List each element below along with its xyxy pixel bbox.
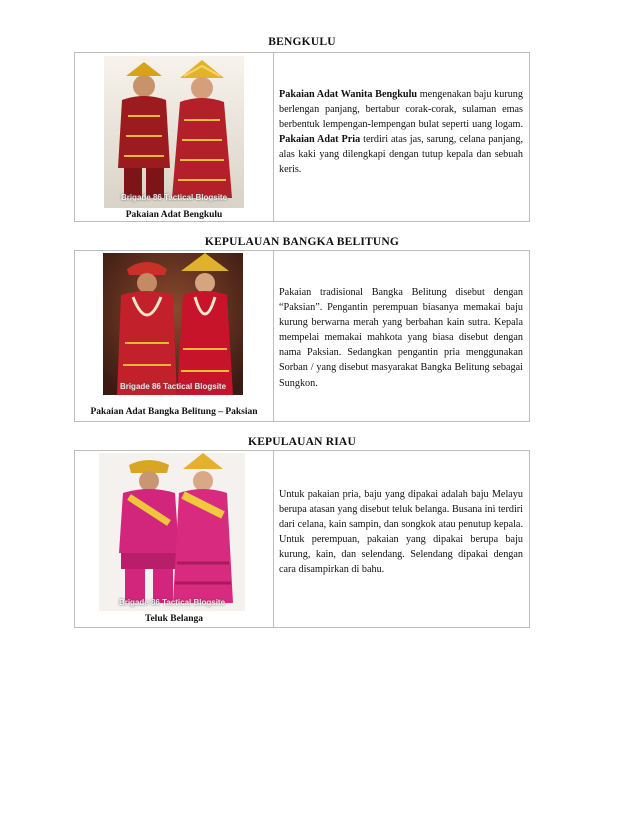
description-run: Untuk pakaian pria, baju yang dipakai adalah baju Melayu berupa atasan yang disebut teluk belanga. Busana ini terdiri dari celana, kain sampin, dan songkok atau penutup kepala. Untuk perempuan, pakaian yang dipakai berupa baju kurung, kain, dan selendang. Selendang dipakai dengan cara disampirkan di bahu.: [279, 489, 523, 576]
photo-pakaian-adat-bangka-belitung: [103, 253, 243, 395]
photo-pakaian-adat-bengkulu: [104, 56, 244, 208]
card-text-cell: [273, 251, 529, 421]
description-run: Pakaian tradisional Bangka Belitung disebut dengan “Paksian”. Pengantin perempuan biasanya memakai baju kurung berwarna merah yang berbahan kain sutra. Kepala mempelai memakai mahkota yang biasa disebut dengan nama Paksian. Sedangkan pengantin pria menggunakan Sorban / yang disebut masyarakat Bangka Belitung sebagai Sungkon.: [279, 287, 523, 389]
photo-caption: Teluk Belanga: [145, 614, 203, 624]
photo-caption: Pakaian Adat Bengkulu: [125, 210, 223, 220]
section-title-bengkulu: BENGKULU: [268, 36, 336, 48]
card-image-cell: [75, 251, 274, 421]
photo-watermark: Brigade 86 Tactical Blogsite: [120, 193, 228, 202]
card-image-cell: [75, 53, 274, 221]
card-image-cell: [75, 451, 274, 627]
photo-teluk-belanga: [99, 453, 245, 611]
description-text: [279, 87, 523, 178]
description-bold-run: Pakaian Adat Wanita Bengkulu: [279, 89, 418, 100]
card-text-cell: [273, 53, 529, 221]
description-run: terdiri atas jas, sarung, celana panjang, alas kaki yang dilengkapi dengan tutup kepala dan sebuah keris.: [279, 134, 523, 176]
photo-watermark: Brigade 86 Tactical Blogsite: [118, 598, 226, 607]
section-title-bangka-belitung: KEPULAUAN BANGKA BELITUNG: [204, 236, 400, 248]
card-text-cell: [273, 451, 529, 627]
description-run: mengenakan baju kurung berlengan panjang, bertabur corak-corak, sulaman emas berbentuk lempengan-lempengan bulat seperti uang logam.: [279, 89, 523, 131]
card-bangka-belitung: [74, 250, 530, 422]
card-kepulauan-riau: [74, 450, 530, 628]
description-text: [279, 285, 523, 391]
description-bold-run: Pakaian Adat Pria: [279, 134, 361, 146]
photo-caption: Pakaian Adat Bangka Belitung – Paksian: [90, 407, 258, 417]
section-title-kepulauan-riau: KEPULAUAN RIAU: [248, 436, 356, 448]
photo-watermark: Brigade 86 Tactical Blogsite: [119, 382, 227, 391]
description-text: [279, 487, 523, 578]
card-bengkulu: [74, 52, 530, 222]
